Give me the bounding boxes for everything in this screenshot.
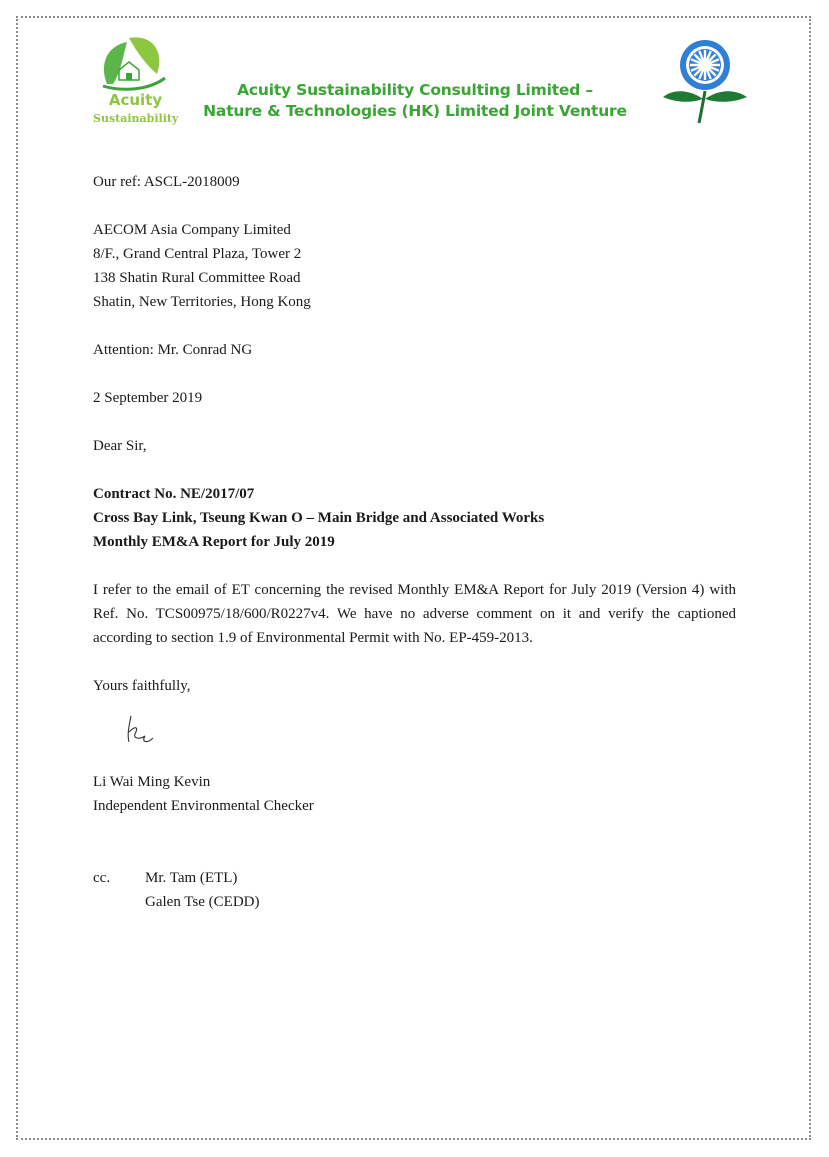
address-line: 8/F., Grand Central Plaza, Tower 2 [93,246,302,262]
letter-body [93,170,736,914]
subject-line: Monthly EM&A Report for July 2019 [93,534,335,550]
closing: Yours faithfully, [93,678,191,694]
cc-row [93,866,736,890]
letter-date: 2 September 2019 [93,390,203,406]
attention-line: Attention: Mr. Conrad NG [93,342,253,358]
address-line: AECOM Asia Company Limited [93,222,291,238]
nature-technologies-logo [659,37,749,125]
body-paragraph: I refer to the email of ET concerning the revised Monthly EM&A Report for July 2019 (Version 4) with Ref. No. TCS00975/18/600/R0227v4. We have no adverse comment on it and verify the captioned according to section 1.9 of Environmental Permit with No. EP-459-2013. [93,582,736,646]
subject-line: Cross Bay Link, Tseung Kwan O – Main Bridge and Associated Works [93,510,545,526]
subject-line: Contract No. NE/2017/07 [93,486,255,502]
logo-wordmark: Acuity [108,91,163,109]
acuity-logo [93,34,178,130]
salutation: Dear Sir, [93,438,147,454]
company-line-1: Acuity Sustainability Consulting Limited – [237,81,593,99]
cc-row [93,890,736,914]
logo-subtitle: Sustainability [93,112,179,125]
cc-label: cc. [93,870,111,886]
cc-recipient: Galen Tse (CEDD) [145,894,260,910]
company-line-2: Nature & Technologies (HK) Limited Joint Venture [203,102,627,120]
signer-name: Li Wai Ming Kevin [93,774,211,790]
address-line: Shatin, New Territories, Hong Kong [93,294,311,310]
leaf-house-icon [93,34,178,94]
handwritten-signature [123,712,163,748]
flower-wheel-icon [659,37,749,125]
signature-area [93,698,736,770]
our-reference: Our ref: ASCL-2018009 [93,174,240,190]
cc-recipient: Mr. Tam (ETL) [145,870,238,886]
address-line: 138 Shatin Rural Committee Road [93,270,301,286]
company-title [195,80,635,122]
signer-title: Independent Environmental Checker [93,798,314,814]
